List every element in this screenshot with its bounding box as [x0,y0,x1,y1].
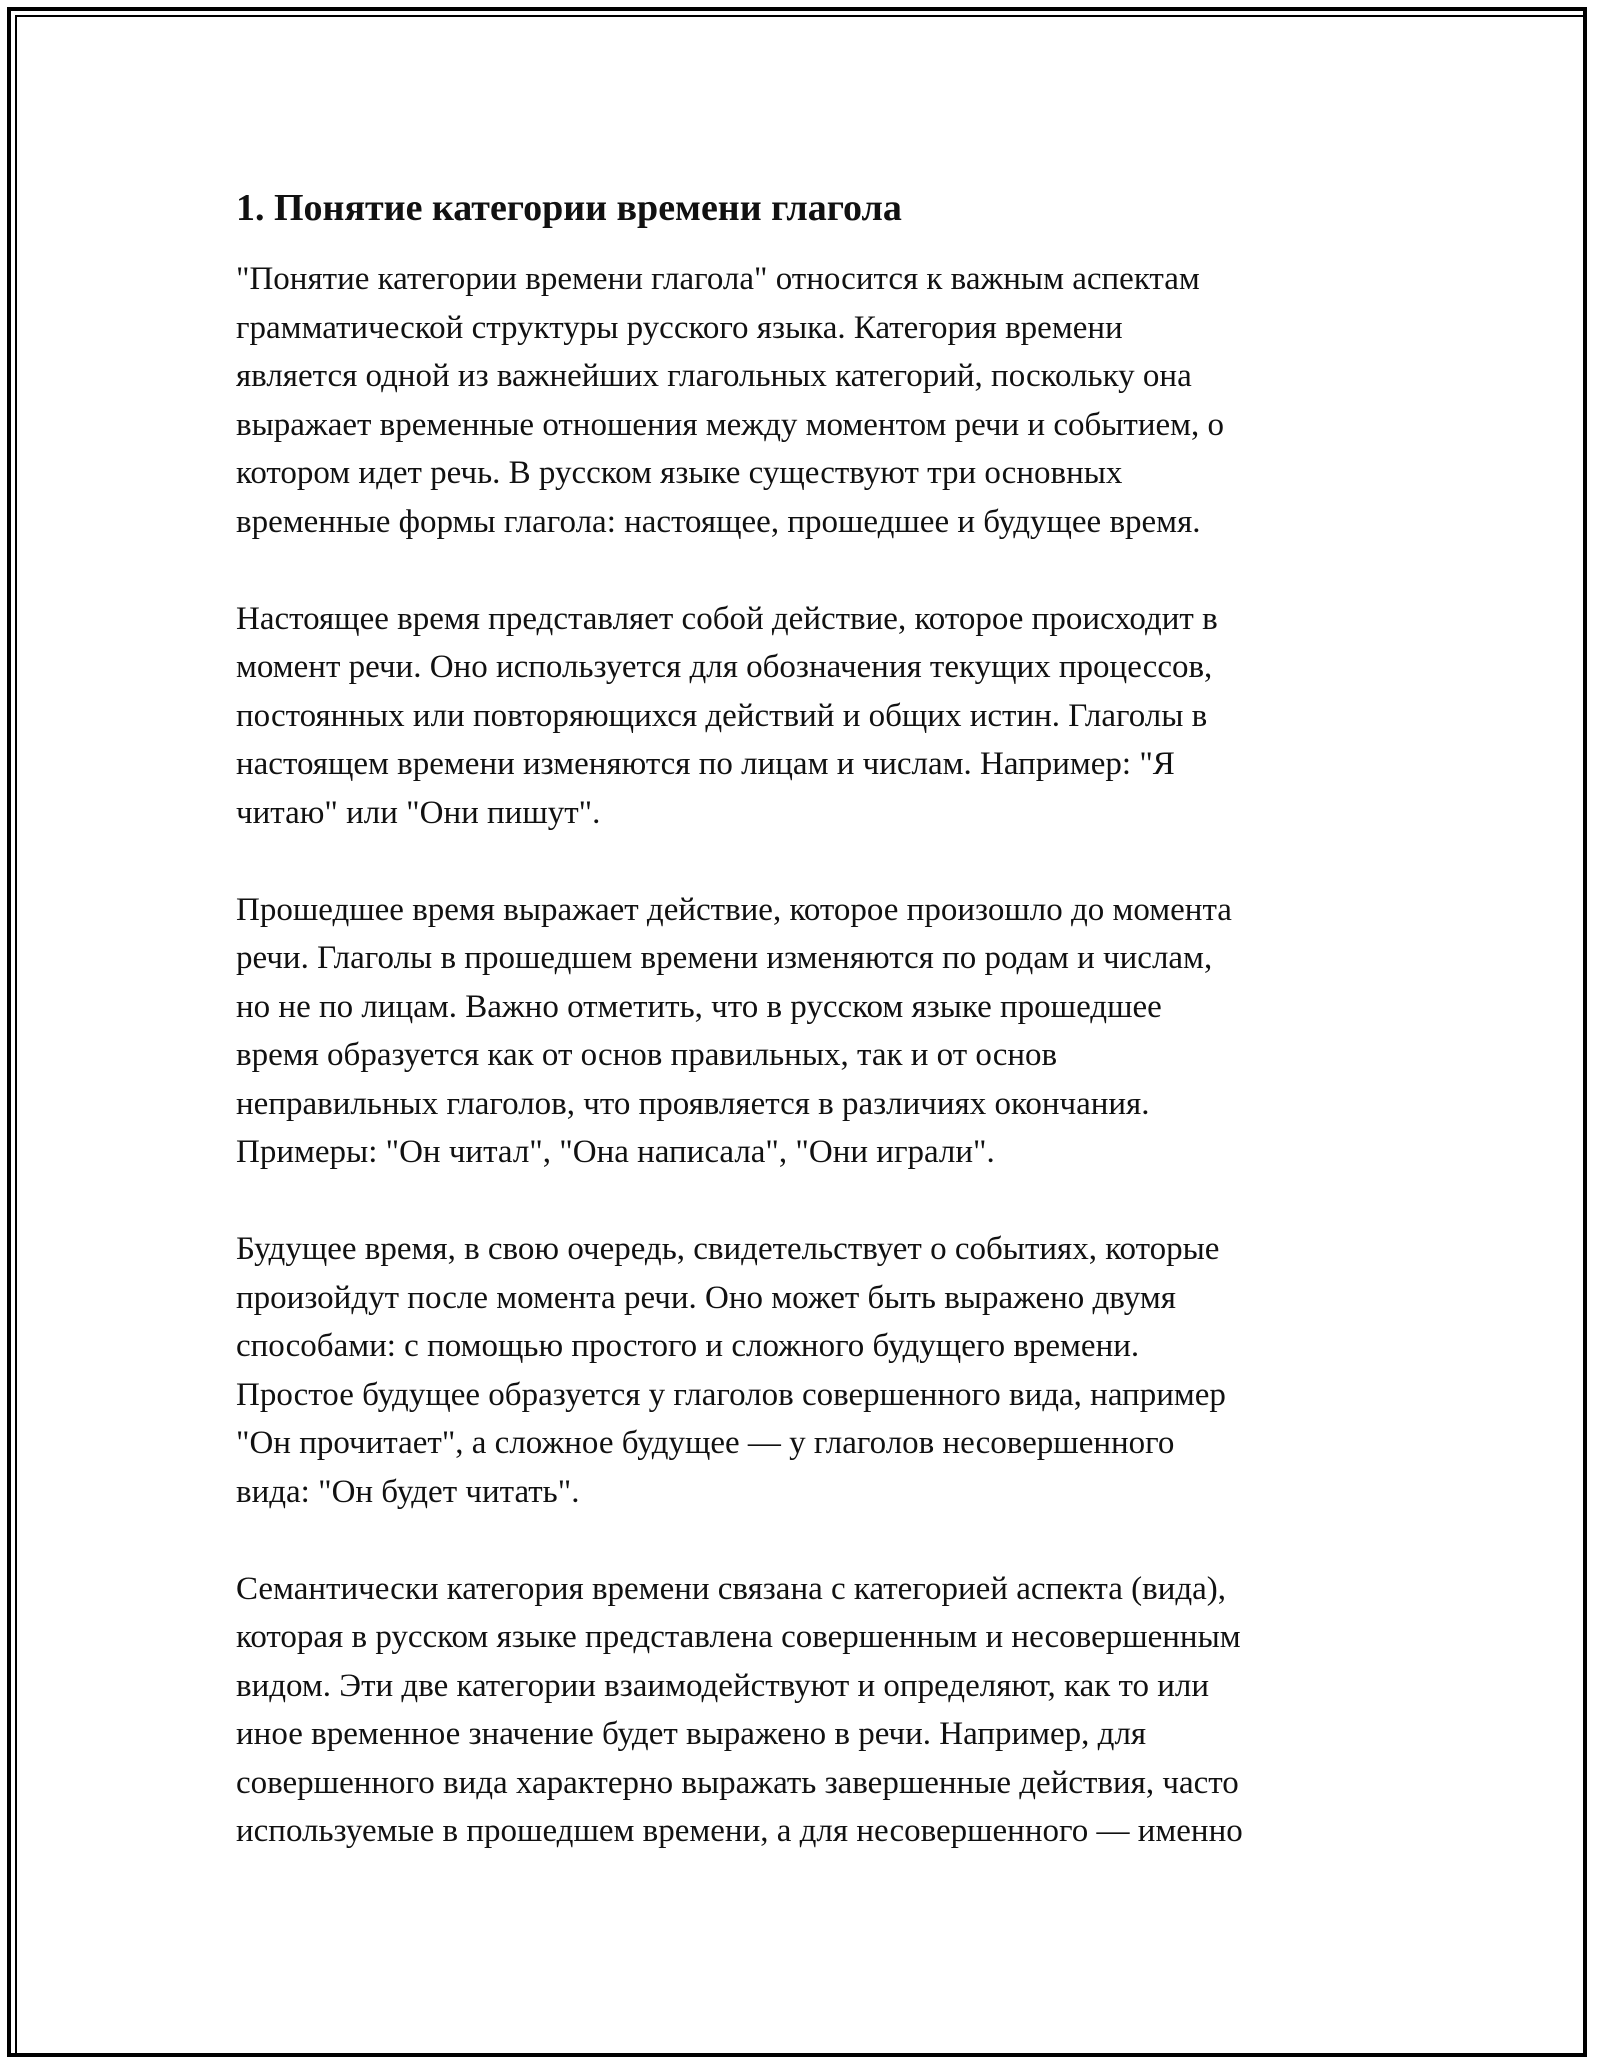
text-line: постоянных или повторяющихся действий и общих истин. Глаголы в [236,697,1208,734]
text-line: используемые в прошедшем времени, а для несовершенного — именно [236,1813,1243,1849]
text-line: речи. Глаголы в прошедшем времени изменяются по родам и числам, [236,940,1213,976]
text-line: является одной из важнейших глагольных категорий, поскольку она [236,358,1192,394]
text-line: Примеры: "Он читал", "Она написала", "Они играли". [236,1134,995,1170]
text-line: котором идет речь. В русском языке существуют три основных [236,455,1123,491]
text-line: произойдут после момента речи. Оно может быть выражено двумя [236,1279,1176,1316]
text-line: временные формы глагола: настоящее, прошедшее и будущее время. [236,503,1201,540]
text-line: Семантически категория времени связана с категорией аспекта (вида), [236,1570,1227,1607]
text-line: читаю" или "Они пишут". [236,794,601,831]
paragraph-future-tense [236,1225,1386,1516]
document-body [236,185,1386,1904]
text-line: "Он прочитает", а сложное будущее — у глаголов несовершенного [236,1425,1175,1461]
text-line: способами: с помощью простого и сложного будущего времени. [236,1328,1140,1364]
text-line: но не по лицам. Важно отметить, что в русском языке прошедшее [236,988,1162,1025]
text-line: выражает временные отношения между моментом речи и событием, о [236,406,1225,443]
text-line: иное временное значение будет выражено в речи. Например, для [236,1716,1147,1752]
text-line: неправильных глаголов, что проявляется в различиях окончания. [236,1085,1150,1122]
text-line: момент речи. Оно используется для обозначения текущих процессов, [236,649,1213,685]
text-line: Прошедшее время выражает действие, которое произошло до момента [236,891,1232,928]
text-line: которая в русском языке представлена совершенным и несовершенным [236,1619,1241,1655]
text-line: совершенного вида характерно выражать завершенные действия, часто [236,1764,1239,1801]
section-heading: 1. Понятие категории времени глагола [236,187,902,229]
paragraph-intro [236,255,1386,546]
text-line: время образуется как от основ правильных, так и от основ [236,1037,1058,1073]
text-line: настоящем времени изменяются по лицам и числам. Например: "Я [236,746,1175,782]
text-line: грамматической структуры русского языка. Категория времени [236,309,1123,346]
text-line: Простое будущее образуется у глаголов совершенного вида, например [236,1376,1226,1413]
text-line: Будущее время, в свою очередь, свидетельствует о событиях, которые [236,1231,1220,1267]
paragraph-past-tense [236,886,1386,1177]
text-line: видом. Эти две категории взаимодействуют и определяют, как то или [236,1667,1210,1704]
paragraph-present-tense [236,595,1386,838]
text-line: "Понятие категории времени глагола" относится к важным аспектам [236,261,1200,297]
text-line: вида: "Он будет читать". [236,1473,580,1510]
text-line: Настоящее время представляет собой действие, которое происходит в [236,600,1218,637]
paragraph-aspect [236,1565,1386,1856]
